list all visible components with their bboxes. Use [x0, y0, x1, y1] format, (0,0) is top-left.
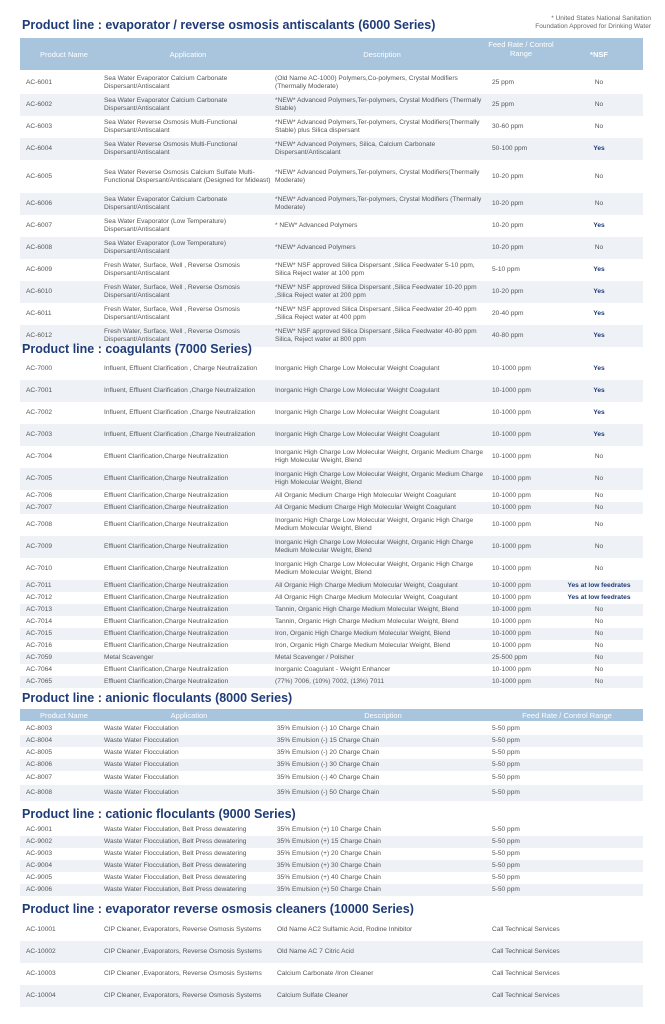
- product-name-cell: AC-6007: [26, 222, 53, 229]
- table-row: [20, 785, 643, 801]
- description-cell: 35% Emulsion (+) 40 Charge Chain: [277, 874, 381, 881]
- description-cell: *NEW* NSF approved Silica Dispersant ,Silica Feedwater 20-40 ppm ,Silica Reject water at 400 ppm: [275, 306, 477, 321]
- application-cell: Waste Water Flocculation, Belt Press dewatering: [104, 826, 247, 833]
- table-row: [20, 116, 643, 138]
- nsf-cell: Yes: [593, 431, 605, 438]
- product-name-cell: AC-7059: [26, 654, 53, 661]
- table-row: [20, 941, 643, 963]
- description-cell: All Organic Medium Charge High Molecular Weight Coagulant: [275, 492, 456, 499]
- feed-rate-cell: 25-500 ppm: [492, 654, 528, 661]
- table-row: [20, 759, 643, 771]
- feed-rate-cell: 10-1000 ppm: [492, 387, 531, 394]
- product-name-cell: AC-7015: [26, 630, 53, 637]
- nsf-cell: Yes: [593, 222, 605, 229]
- table-row: [20, 676, 643, 688]
- nsf-cell: No: [594, 475, 604, 482]
- nsf-cell: No: [594, 606, 604, 613]
- application-cell: Influent, Effluent Clarification ,Charge Neutralization: [104, 387, 256, 394]
- feed-rate-cell: 10-1000 ppm: [492, 453, 531, 460]
- description-cell: Inorganic High Charge Low Molecular Weight Coagulant: [275, 431, 440, 438]
- nsf-cell: Yes at low feedrates: [567, 594, 631, 601]
- feed-rate-cell: 10-1000 ppm: [492, 475, 531, 482]
- section-title-10000: Product line : evaporator reverse osmosis cleaners (10000 Series): [22, 902, 414, 916]
- feed-rate-cell: 25 ppm: [492, 79, 514, 86]
- feed-rate-cell: 10-20 ppm: [492, 288, 524, 295]
- description-cell: Iron, Organic High Charge Medium Molecular Weight, Blend: [275, 630, 451, 637]
- application-cell: Sea Water Evaporator Calcium Carbonate Dispersant/Antiscalant: [104, 196, 228, 211]
- table-row: [20, 259, 643, 281]
- feed-rate-cell: 10-1000 ppm: [492, 431, 531, 438]
- nsf-cell: Yes: [593, 365, 605, 372]
- nsf-cell: Yes: [593, 332, 605, 339]
- table-row: [20, 771, 643, 785]
- description-cell: * NEW* Advanced Polymers: [275, 222, 358, 229]
- feed-rate-cell: Call Technical Services: [492, 992, 560, 999]
- table-row: [20, 884, 643, 896]
- table-row: [20, 824, 643, 836]
- feed-rate-cell: 25 ppm: [492, 101, 514, 108]
- description-cell: *NEW* Advanced Polymers,Ter-polymers, Crystal Modifiers(Thermally Moderate): [275, 168, 480, 184]
- product-name-cell: AC-7000: [26, 365, 53, 372]
- product-name-cell: AC-7009: [26, 543, 53, 550]
- table-row: [20, 424, 643, 446]
- application-cell: Effluent Clarification,Charge Neutralization: [104, 565, 229, 572]
- application-cell: CIP Cleaner ,Evaporators, Reverse Osmosis Systems: [104, 948, 262, 955]
- table-row: [20, 985, 643, 1007]
- application-cell: Effluent Clarification,Charge Neutralization: [104, 642, 229, 649]
- application-cell: Effluent Clarification,Charge Neutralization: [104, 521, 229, 528]
- header-application: Application: [170, 711, 208, 720]
- application-cell: Waste Water Flocculation, Belt Press dewatering: [104, 838, 247, 845]
- description-cell: *NEW* Advanced Polymers,Ter-polymers, Crystal Modifiers (Thermally Stable): [275, 97, 482, 112]
- product-name-cell: AC-8007: [26, 774, 53, 781]
- application-cell: Fresh Water, Surface, Well , Reverse Osmosis Dispersant/Antiscalant: [104, 284, 240, 299]
- table-row: [20, 664, 643, 676]
- feed-rate-cell: 10-1000 ppm: [492, 678, 531, 685]
- application-cell: Sea Water Evaporator (Low Temperature) Dispersant/Antiscalant: [104, 218, 227, 233]
- feed-rate-cell: Call Technical Services: [492, 948, 560, 955]
- application-cell: Waste Water Flocculation: [104, 789, 179, 796]
- table-row: [20, 558, 643, 580]
- feed-rate-cell: 10-1000 ppm: [492, 492, 531, 499]
- feed-rate-cell: 5-50 ppm: [492, 749, 520, 756]
- nsf-footnote: * United States National Sanitation Foundation Approved for Drinking Water: [535, 15, 651, 30]
- product-name-cell: AC-7016: [26, 642, 53, 649]
- feed-rate-cell: 5-10 ppm: [492, 266, 520, 273]
- product-name-cell: AC-7014: [26, 618, 53, 625]
- application-cell: Effluent Clarification,Charge Neutralization: [104, 606, 229, 613]
- product-name-cell: AC-7004: [26, 453, 53, 460]
- header-nsf: *NSF: [590, 50, 608, 59]
- table-row: [20, 514, 643, 536]
- nsf-cell: Yes: [593, 288, 605, 295]
- application-cell: Sea Water Evaporator Calcium Carbonate Dispersant/Antiscalant: [104, 97, 228, 112]
- feed-rate-cell: 10-20 ppm: [492, 200, 524, 207]
- table-row: [20, 604, 643, 616]
- product-name-cell: AC-7012: [26, 594, 53, 601]
- application-cell: Sea Water Evaporator (Low Temperature) Dispersant/Antiscalant: [104, 240, 227, 255]
- description-cell: 35% Emulsion (+) 20 Charge Chain: [277, 850, 381, 857]
- nsf-cell: No: [594, 172, 604, 180]
- product-name-cell: AC-7001: [26, 387, 53, 394]
- nsf-cell: Yes: [593, 145, 605, 152]
- feed-rate-cell: Call Technical Services: [492, 970, 560, 977]
- description-cell: Inorganic High Charge Low Molecular Weight Coagulant: [275, 365, 440, 372]
- application-cell: Effluent Clarification,Charge Neutralization: [104, 492, 229, 499]
- description-cell: Inorganic High Charge Low Molecular Weight, Organic High Charge Medium Molecular Weight, Blend: [275, 561, 474, 576]
- description-cell: *NEW* Advanced Polymers,Ter-polymers, Crystal Modifiers (Thermally Moderate): [275, 196, 482, 211]
- header-feed-rate: Feed Rate / Control Range: [488, 40, 554, 58]
- product-name-cell: AC-10004: [26, 992, 56, 999]
- product-name-cell: AC-6012: [26, 332, 53, 339]
- product-name-cell: AC-7065: [26, 678, 53, 685]
- product-name-cell: AC-6009: [26, 266, 53, 273]
- section-title-9000: Product line : cationic floculants (9000 Series): [22, 807, 296, 821]
- application-cell: Fresh Water, Surface, Well , Reverse Osmosis Dispersant/Antiscalant: [104, 306, 240, 321]
- application-cell: Effluent Clarification,Charge Neutralization: [104, 504, 229, 511]
- application-cell: Waste Water Flocculation, Belt Press dewatering: [104, 850, 247, 857]
- description-cell: *NEW* NSF approved Silica Dispersant ,Silica Feedwater 40-80 ppm Silica, Reject water at 800 ppm: [275, 328, 477, 343]
- table-row: [20, 919, 643, 941]
- nsf-cell: No: [594, 504, 604, 511]
- product-name-cell: AC-7005: [26, 475, 53, 482]
- description-cell: (Old Name AC-1000) Polymers,Co-polymers, Crystal Modifiers (Thermally Moderate): [275, 75, 458, 90]
- product-name-cell: AC-9005: [26, 874, 53, 881]
- application-cell: Waste Water Flocculation, Belt Press dewatering: [104, 862, 247, 869]
- description-cell: 35% Emulsion (+) 15 Charge Chain: [277, 838, 381, 845]
- product-name-cell: AC-7006: [26, 492, 53, 499]
- application-cell: Effluent Clarification,Charge Neutralization: [104, 666, 229, 673]
- product-name-cell: AC-6010: [26, 288, 53, 295]
- nsf-cell: No: [594, 453, 604, 460]
- product-name-cell: AC-9003: [26, 850, 53, 857]
- application-cell: Waste Water Flocculation, Belt Press dewatering: [104, 874, 247, 881]
- application-cell: Fresh Water, Surface, Well , Reverse Osmosis Dispersant/Antiscalant: [104, 328, 240, 343]
- feed-rate-cell: Call Technical Services: [492, 926, 560, 933]
- application-cell: Waste Water Flocculation: [104, 737, 179, 744]
- table-row: [20, 468, 643, 490]
- application-cell: Effluent Clarification,Charge Neutralization: [104, 453, 229, 460]
- application-cell: Sea Water Reverse Osmosis Multi-Functional Dispersant/Antiscalant: [104, 141, 238, 156]
- table-row: [20, 193, 643, 215]
- description-cell: *NEW* Advanced Polymers, Silica, Calcium Carbonate Dispersant/Antiscalant: [275, 141, 436, 156]
- product-name-cell: AC-9004: [26, 862, 53, 869]
- description-cell: Inorganic High Charge Low Molecular Weight Coagulant: [275, 387, 440, 394]
- feed-rate-cell: 5-50 ppm: [492, 838, 520, 845]
- nsf-cell: No: [594, 200, 604, 207]
- feed-rate-cell: 10-1000 ppm: [492, 618, 531, 625]
- feed-rate-cell: 10-20 ppm: [492, 244, 524, 251]
- table-row: [20, 723, 643, 735]
- table-row: [20, 72, 643, 94]
- product-name-cell: AC-6001: [26, 79, 53, 86]
- description-cell: All Organic High Charge Medium Molecular Weight, Coagulant: [275, 594, 458, 601]
- description-cell: Inorganic High Charge Low Molecular Weight, Organic High Charge Medium Molecular Weight, Blend: [275, 517, 474, 532]
- application-cell: CIP Cleaner, Evaporators, Reverse Osmosis Systems: [104, 926, 262, 933]
- product-name-cell: AC-8004: [26, 737, 53, 744]
- header-feed-rate: Feed Rate / Control Range: [522, 711, 612, 720]
- nsf-cell: No: [594, 123, 604, 130]
- table-row: [20, 872, 643, 884]
- nsf-cell: No: [594, 618, 604, 625]
- table-row: [20, 735, 643, 747]
- application-cell: Effluent Clarification,Charge Neutralization: [104, 594, 229, 601]
- feed-rate-cell: 10-1000 ppm: [492, 409, 531, 416]
- application-cell: Waste Water Flocculation: [104, 774, 179, 781]
- description-cell: 35% Emulsion (-) 40 Charge Chain: [277, 774, 380, 781]
- application-cell: Effluent Clarification,Charge Neutralization: [104, 543, 229, 550]
- description-cell: 35% Emulsion (-) 50 Charge Chain: [277, 789, 380, 796]
- product-name-cell: AC-6008: [26, 244, 53, 251]
- feed-rate-cell: 5-50 ppm: [492, 737, 520, 744]
- nsf-cell: Yes: [593, 387, 605, 394]
- feed-rate-cell: 10-20 ppm: [492, 222, 524, 229]
- description-cell: 35% Emulsion (-) 30 Charge Chain: [277, 761, 380, 768]
- feed-rate-cell: 40-80 ppm: [492, 332, 524, 339]
- product-name-cell: AC-7064: [26, 666, 53, 673]
- feed-rate-cell: 5-50 ppm: [492, 789, 520, 796]
- feed-rate-cell: 5-50 ppm: [492, 725, 520, 732]
- application-cell: CIP Cleaner, Evaporators, Reverse Osmosis Systems: [104, 992, 262, 999]
- product-name-cell: AC-7008: [26, 521, 53, 528]
- feed-rate-cell: 30-60 ppm: [492, 123, 524, 130]
- product-name-cell: AC-7003: [26, 431, 53, 438]
- nsf-cell: No: [594, 654, 604, 661]
- table-row: [20, 836, 643, 848]
- feed-rate-cell: 5-50 ppm: [492, 774, 520, 781]
- nsf-cell: No: [594, 543, 604, 550]
- feed-rate-cell: 10-20 ppm: [492, 172, 524, 180]
- feed-rate-cell: 5-50 ppm: [492, 826, 520, 833]
- table-row: [20, 160, 643, 193]
- table-row: [20, 402, 643, 424]
- table-row: [20, 490, 643, 502]
- description-cell: (77%) 7006, (10%) 7002, (13%) 7011: [275, 678, 385, 685]
- nsf-cell: No: [594, 101, 604, 108]
- description-cell: *NEW* Advanced Polymers: [275, 244, 356, 251]
- table-header-6000: [20, 38, 643, 70]
- description-cell: 35% Emulsion (-) 20 Charge Chain: [277, 749, 380, 756]
- product-name-cell: AC-10001: [26, 926, 56, 933]
- table-row: [20, 580, 643, 592]
- table-row: [20, 747, 643, 759]
- table-row: [20, 94, 643, 116]
- feed-rate-cell: 5-50 ppm: [492, 886, 520, 893]
- feed-rate-cell: 10-1000 ppm: [492, 365, 531, 372]
- nsf-cell: No: [594, 678, 604, 685]
- application-cell: Sea Water Reverse Osmosis Multi-Functional Dispersant/Antiscalant: [104, 119, 238, 134]
- feed-rate-cell: 10-1000 ppm: [492, 504, 531, 511]
- description-cell: 35% Emulsion (+) 30 Charge Chain: [277, 862, 381, 869]
- application-cell: Waste Water Flocculation: [104, 725, 179, 732]
- nsf-cell: No: [594, 79, 604, 86]
- application-cell: Waste Water Flocculation: [104, 761, 179, 768]
- feed-rate-cell: 5-50 ppm: [492, 850, 520, 857]
- description-cell: 35% Emulsion (+) 10 Charge Chain: [277, 826, 381, 833]
- table-row: [20, 536, 643, 558]
- application-cell: Effluent Clarification,Charge Neutralization: [104, 475, 229, 482]
- header-product-name: Product Name: [40, 711, 88, 720]
- product-name-cell: AC-8008: [26, 789, 53, 796]
- table-row: [20, 502, 643, 514]
- product-name-cell: AC-7007: [26, 504, 53, 511]
- product-name-cell: AC-8006: [26, 761, 53, 768]
- nsf-cell: No: [594, 244, 604, 251]
- table-header-8000: [20, 709, 643, 721]
- product-name-cell: AC-7011: [26, 582, 52, 589]
- feed-rate-cell: 10-1000 ppm: [492, 666, 531, 673]
- application-cell: Effluent Clarification,Charge Neutralization: [104, 618, 229, 625]
- header-description: Description: [364, 711, 402, 720]
- feed-rate-cell: 5-50 ppm: [492, 761, 520, 768]
- table-row: [20, 303, 643, 325]
- application-cell: Effluent Clarification,Charge Neutralization: [104, 582, 229, 589]
- product-name-cell: AC-9002: [26, 838, 53, 845]
- application-cell: CIP Cleaner ,Evaporators, Reverse Osmosis Systems: [104, 970, 262, 977]
- nsf-cell: No: [594, 630, 604, 637]
- description-cell: 35% Emulsion (-) 15 Charge Chain: [277, 737, 380, 744]
- description-cell: All Organic High Charge Medium Molecular Weight, Coagulant: [275, 582, 458, 589]
- description-cell: *NEW* NSF approved Silica Dispersant ,Silica Feedwater 5-10 ppm, Silica Reject water at 100 ppm: [275, 262, 475, 277]
- table-row: [20, 281, 643, 303]
- description-cell: Tannin, Organic High Charge Medium Molecular Weight, Blend: [275, 618, 459, 625]
- feed-rate-cell: 10-1000 ppm: [492, 594, 531, 601]
- application-cell: Fresh Water, Surface, Well , Reverse Osmosis Dispersant/Antiscalant: [104, 262, 240, 277]
- description-cell: All Organic Medium Charge High Molecular Weight Coagulant: [275, 504, 456, 511]
- description-cell: Inorganic High Charge Low Molecular Weight, Organic High Charge Medium Molecular Weight, Blend: [275, 539, 474, 554]
- description-cell: Inorganic High Charge Low Molecular Weight, Organic Medium Charge High Molecular Weight, Blend: [275, 449, 484, 464]
- nsf-cell: No: [594, 492, 604, 499]
- table-row: [20, 640, 643, 652]
- section-title-8000: Product line : anionic floculants (8000 Series): [22, 691, 293, 705]
- product-name-cell: AC-9006: [26, 886, 53, 893]
- feed-rate-cell: 50-100 ppm: [492, 145, 528, 152]
- product-name-cell: AC-6011: [26, 310, 52, 317]
- description-cell: Inorganic Coagulant - Weight Enhancer: [275, 666, 391, 673]
- product-name-cell: AC-7013: [26, 606, 53, 613]
- product-name-cell: AC-6004: [26, 145, 53, 152]
- product-name-cell: AC-6003: [26, 123, 53, 130]
- description-cell: Iron, Organic High Charge Medium Molecular Weight, Blend: [275, 642, 451, 649]
- description-cell: Calcium Carbonate /Iron Cleaner: [277, 970, 374, 977]
- table-row: [20, 860, 643, 872]
- product-name-cell: AC-8003: [26, 725, 53, 732]
- product-name-cell: AC-8005: [26, 749, 53, 756]
- table-row: [20, 446, 643, 468]
- table-row: [20, 963, 643, 985]
- application-cell: Sea Water Reverse Osmosis Calcium Sulfate Multi-Functional Dispersant/Antiscalant (Designed for Mideast): [104, 168, 271, 184]
- application-cell: Effluent Clarification,Charge Neutralization: [104, 678, 229, 685]
- product-name-cell: AC-10003: [26, 970, 56, 977]
- description-cell: Old Name AC 7 Citric Acid: [277, 948, 354, 955]
- description-cell: 35% Emulsion (+) 50 Charge Chain: [277, 886, 381, 893]
- application-cell: Metal Scavenger: [104, 654, 154, 661]
- nsf-cell: No: [594, 565, 604, 572]
- table-row: [20, 592, 643, 604]
- nsf-cell: No: [594, 666, 604, 673]
- feed-rate-cell: 10-1000 ppm: [492, 630, 531, 637]
- description-cell: Inorganic High Charge Low Molecular Weight Coagulant: [275, 409, 440, 416]
- feed-rate-cell: 10-1000 ppm: [492, 565, 531, 572]
- description-cell: Tannin, Organic High Charge Medium Molecular Weight, Blend: [275, 606, 459, 613]
- description-cell: *NEW* NSF approved Silica Dispersant ,Silica Feedwater 10-20 ppm ,Silica Reject water at 200 ppm: [275, 284, 477, 299]
- table-row: [20, 138, 643, 160]
- feed-rate-cell: 20-40 ppm: [492, 310, 524, 317]
- section-title-7000: Product line : coagulants (7000 Series): [22, 342, 252, 356]
- description-cell: Old Name AC2 Sulfamic Acid, Rodine Inhibitor: [277, 926, 413, 933]
- nsf-cell: No: [594, 642, 604, 649]
- table-row: [20, 380, 643, 402]
- application-cell: Waste Water Flocculation, Belt Press dewatering: [104, 886, 247, 893]
- table-row: [20, 848, 643, 860]
- product-name-cell: AC-6005: [26, 172, 53, 180]
- table-row: [20, 237, 643, 259]
- nsf-cell: Yes: [593, 409, 605, 416]
- feed-rate-cell: 5-50 ppm: [492, 874, 520, 881]
- table-row: [20, 358, 643, 380]
- nsf-cell: Yes: [593, 266, 605, 273]
- feed-rate-cell: 10-1000 ppm: [492, 606, 531, 613]
- nsf-cell: Yes: [593, 310, 605, 317]
- product-name-cell: AC-9001: [26, 826, 53, 833]
- application-cell: Effluent Clarification,Charge Neutralization: [104, 630, 229, 637]
- application-cell: Influent, Effluent Clarification ,Charge Neutralization: [104, 431, 256, 438]
- section-title-6000: Product line : evaporator / reverse osmosis antiscalants (6000 Series): [22, 18, 436, 32]
- nsf-cell: No: [594, 521, 604, 528]
- feed-rate-cell: 10-1000 ppm: [492, 521, 531, 528]
- table-row: [20, 616, 643, 628]
- product-name-cell: AC-6006: [26, 200, 53, 207]
- description-cell: Inorganic High Charge Low Molecular Weight, Organic Medium Charge High Molecular Weight, Blend: [275, 471, 484, 486]
- header-description: Description: [363, 50, 401, 59]
- description-cell: 35% Emulsion (-) 10 Charge Chain: [277, 725, 380, 732]
- application-cell: Influent, Effluent Clarification , Charge Neutralization: [104, 365, 258, 372]
- table-row: [20, 215, 643, 237]
- header-product-name: Product Name: [40, 50, 88, 59]
- header-application: Application: [169, 50, 207, 59]
- feed-rate-cell: 5-50 ppm: [492, 862, 520, 869]
- description-cell: *NEW* Advanced Polymers,Ter-polymers, Crystal Modifiers(Thermally Stable) plus Silica dispersant: [275, 119, 480, 134]
- application-cell: Sea Water Evaporator Calcium Carbonate Dispersant/Antiscalant: [104, 75, 228, 90]
- feed-rate-cell: 10-1000 ppm: [492, 543, 531, 550]
- application-cell: Influent, Effluent Clarification ,Charge Neutralization: [104, 409, 256, 416]
- product-name-cell: AC-7002: [26, 409, 53, 416]
- application-cell: Waste Water Flocculation: [104, 749, 179, 756]
- table-row: [20, 652, 643, 664]
- feed-rate-cell: 10-1000 ppm: [492, 582, 531, 589]
- feed-rate-cell: 10-1000 ppm: [492, 642, 531, 649]
- product-name-cell: AC-10002: [26, 948, 56, 955]
- nsf-cell: Yes at low feedrates: [567, 582, 631, 589]
- table-row: [20, 628, 643, 640]
- description-cell: Calcium Sulfate Cleaner: [277, 992, 349, 999]
- product-name-cell: AC-6002: [26, 101, 53, 108]
- description-cell: Metal Scavenger / Polisher: [275, 654, 354, 661]
- product-name-cell: AC-7010: [26, 565, 53, 572]
